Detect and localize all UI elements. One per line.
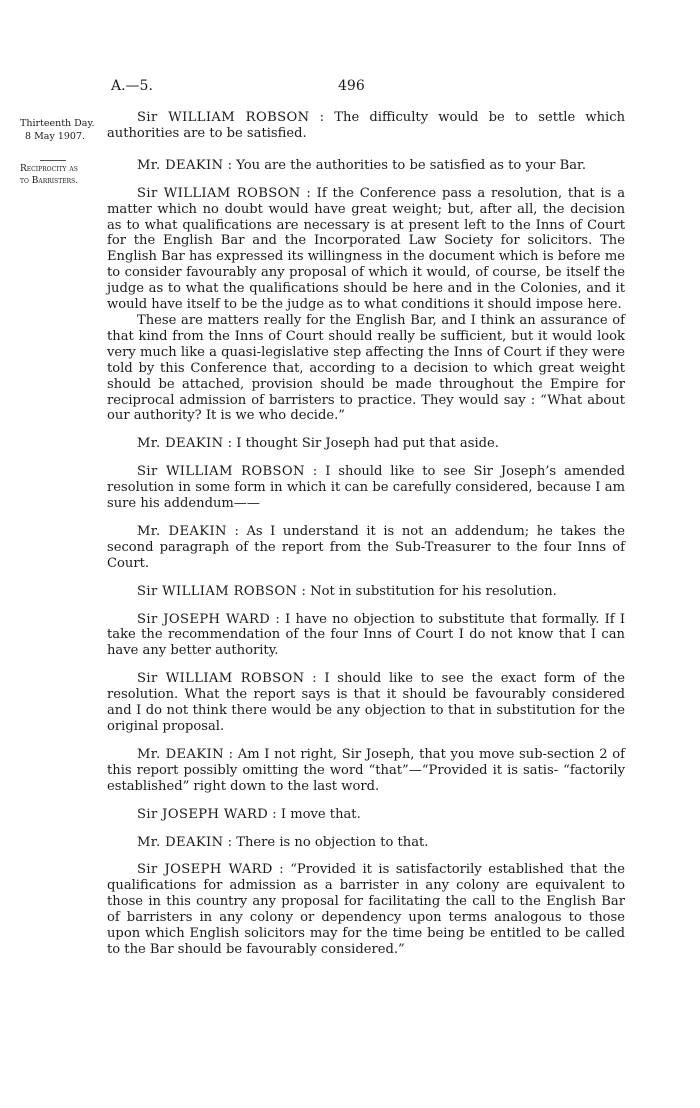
speaker-name: Sir WILLIAM ROBSON: [137, 185, 301, 201]
paragraph-text: I thought Sir Joseph had put that aside.: [236, 436, 499, 452]
paragraph: Sir WILLIAM ROBSON : If the Conference pass a resolution, that is a matter which no doubt would have great weight; but, after all, the decision as to what qualifications are necessary is at present left to the Inns of Court for the English Bar and the Incorporated Law Society for solicitors. The English Bar has expressed its willingness in the document which is before me to consider favourably any proposal of which it would, of course, be itself the judge as to what the qualifications should be here and in the Colonies, and it would have itself to be the judge as to what conditions it should impose here.: [107, 185, 625, 313]
paragraph: Sir JOSEPH WARD : I move that.: [137, 806, 361, 822]
paragraph-text: I should like to see Sir Joseph’s amended resolution in some form in which it can be carefully considered, because I am sure his addendum——: [107, 464, 625, 512]
paragraph: Mr. DEAKIN : There is no objection to that.: [137, 834, 429, 850]
page-number: 496: [338, 78, 365, 94]
speaker-name: Mr. DEAKIN: [137, 157, 224, 173]
paragraph-text: Am I not right, Sir Joseph, that you move sub-section 2 of this report possibly omitting the word “that”—“Provided it is satis- “factorily established” right down to the last word.: [107, 746, 625, 794]
margin-subject-line1: Reciprocity as: [20, 164, 78, 174]
paragraph: Mr. DEAKIN : I thought Sir Joseph had put that aside.: [137, 436, 499, 452]
margin-note-date: [20, 117, 100, 143]
paragraph: Sir WILLIAM ROBSON : The difficulty would be to settle which authorities are to be satisfied.: [107, 110, 626, 141]
paragraph: [107, 313, 625, 424]
paragraph: Mr. DEAKIN : As I understand it is not an addendum; he takes the second paragraph of the report from the Sub-Treasurer to the four Inns of Court.: [107, 523, 625, 571]
speaker-name: Sir WILLIAM ROBSON: [137, 583, 298, 599]
speaker-name: Sir WILLIAM ROBSON: [137, 671, 305, 687]
speaker-name: Sir WILLIAM ROBSON: [137, 464, 305, 480]
paragraph: Sir WILLIAM ROBSON : Not in substitution for his resolution.: [137, 583, 557, 599]
margin-note-subject: [20, 158, 100, 187]
paragraph-text: I should like to see the exact form of the resolution. What the report says is that it should be favourably considered and I do not think there would be any objection to that in substitution for the original proposal.: [107, 671, 625, 734]
margin-day: Thirteenth Day.: [20, 118, 95, 129]
paragraph-text: If the Conference pass a resolution, that is a matter which no doubt would have great weight; but, after all, the decision as to what qualifications are necessary is at present left to the Inns of Court for the English Bar and the Incorporated Law Society for solicitors. The English Bar has expressed its willingness in the document which is before me to consider favourably any proposal of which it would, of course, be itself the judge as to what the qualifications should be here and in the Colonies, and it would have itself to be the judge as to what conditions it should impose here.: [107, 185, 625, 313]
margin-rule: [40, 160, 66, 161]
paragraph-text: The difficulty would be to settle which authorities are to be satisfied.: [107, 110, 626, 141]
margin-date: 8 May 1907.: [25, 131, 86, 142]
paragraph: Mr. DEAKIN : You are the authorities to be satisfied as to your Bar.: [137, 157, 587, 173]
margin-subject-line2: to Barristers.: [20, 176, 79, 186]
speaker-name: Sir JOSEPH WARD: [137, 806, 269, 822]
paragraph-text: “Provided it is satisfactorily established that the qualifications for admission as a barrister in any colony are equivalent to those in this country any proposal for facilitating the call to the English Bar of barristers in any colony or dependency upon terms analogous to those upon which English solicitors may for the time being be entitled to be called to the Bar should be favourably considered.”: [107, 862, 625, 957]
paragraph: Sir JOSEPH WARD : “Provided it is satisfactorily established that the qualifications for admission as a barrister in any colony are equivalent to those in this country any proposal for facilitating the call to the English Bar of barristers in any colony or dependency upon terms analogous to those upon which English solicitors may for the time being be entitled to be called to the Bar should be favourably considered.”: [107, 862, 625, 957]
speaker-name: Sir WILLIAM ROBSON: [137, 110, 310, 125]
paragraph: Sir JOSEPH WARD : I have no objection to substitute that formally. If I take the recommendation of the four Inns of Court I do not know that I can have any better authority.: [107, 611, 625, 659]
paragraph-text: These are matters really for the English Bar, and I think an assurance of that kind from the Inns of Court should really be sufficient, but it would look very much like a quasi-legislative step affecting the Inns of Court if they were told by this Conference that, according to a decision to which great weight should be attached, provision should be made throughout the Empire for reciprocal admission of barristers to practice. They would say : “What about our authority? It is we who decide.”: [107, 312, 625, 424]
paragraph-text: There is no objection to that.: [236, 834, 429, 850]
speaker-name: Mr. DEAKIN: [137, 523, 227, 539]
speaker-name: Mr. DEAKIN: [137, 746, 224, 762]
paragraph-text: You are the authorities to be satisfied as to your Bar.: [236, 157, 587, 173]
paragraph-text: As I understand it is not an addendum; he takes the second paragraph of the report from the Sub-Treasurer to the four Inns of Court.: [107, 523, 625, 571]
paragraph: Sir WILLIAM ROBSON : I should like to see the exact form of the resolution. What the report says is that it should be favourably considered and I do not think there would be any objection to that in substitution for the original proposal.: [107, 671, 625, 734]
paragraph-text: I have no objection to substitute that formally. If I take the recommendation of the four Inns of Court I do not know that I can have any better authority.: [107, 611, 625, 659]
speaker-name: Sir JOSEPH WARD: [137, 611, 271, 627]
transcript-body: [107, 110, 625, 970]
speaker-name: Sir JOSEPH WARD: [137, 862, 273, 878]
paragraph-text: I move that.: [280, 806, 361, 822]
page-header: [0, 78, 700, 100]
speaker-name: Mr. DEAKIN: [137, 834, 224, 850]
paragraph: Mr. DEAKIN : Am I not right, Sir Joseph, that you move sub-section 2 of this report possibly omitting the word “that”—“Provided it is satis- “factorily established” right down to the last word.: [107, 746, 625, 794]
paragraph-text: Not in substitution for his resolution.: [310, 583, 557, 599]
speaker-name: Mr. DEAKIN: [137, 436, 224, 452]
paragraph: Sir WILLIAM ROBSON : I should like to see Sir Joseph’s amended resolution in some form in which it can be carefully considered, because I am sure his addendum——: [107, 464, 625, 512]
document-reference: A.—5.: [111, 78, 153, 94]
